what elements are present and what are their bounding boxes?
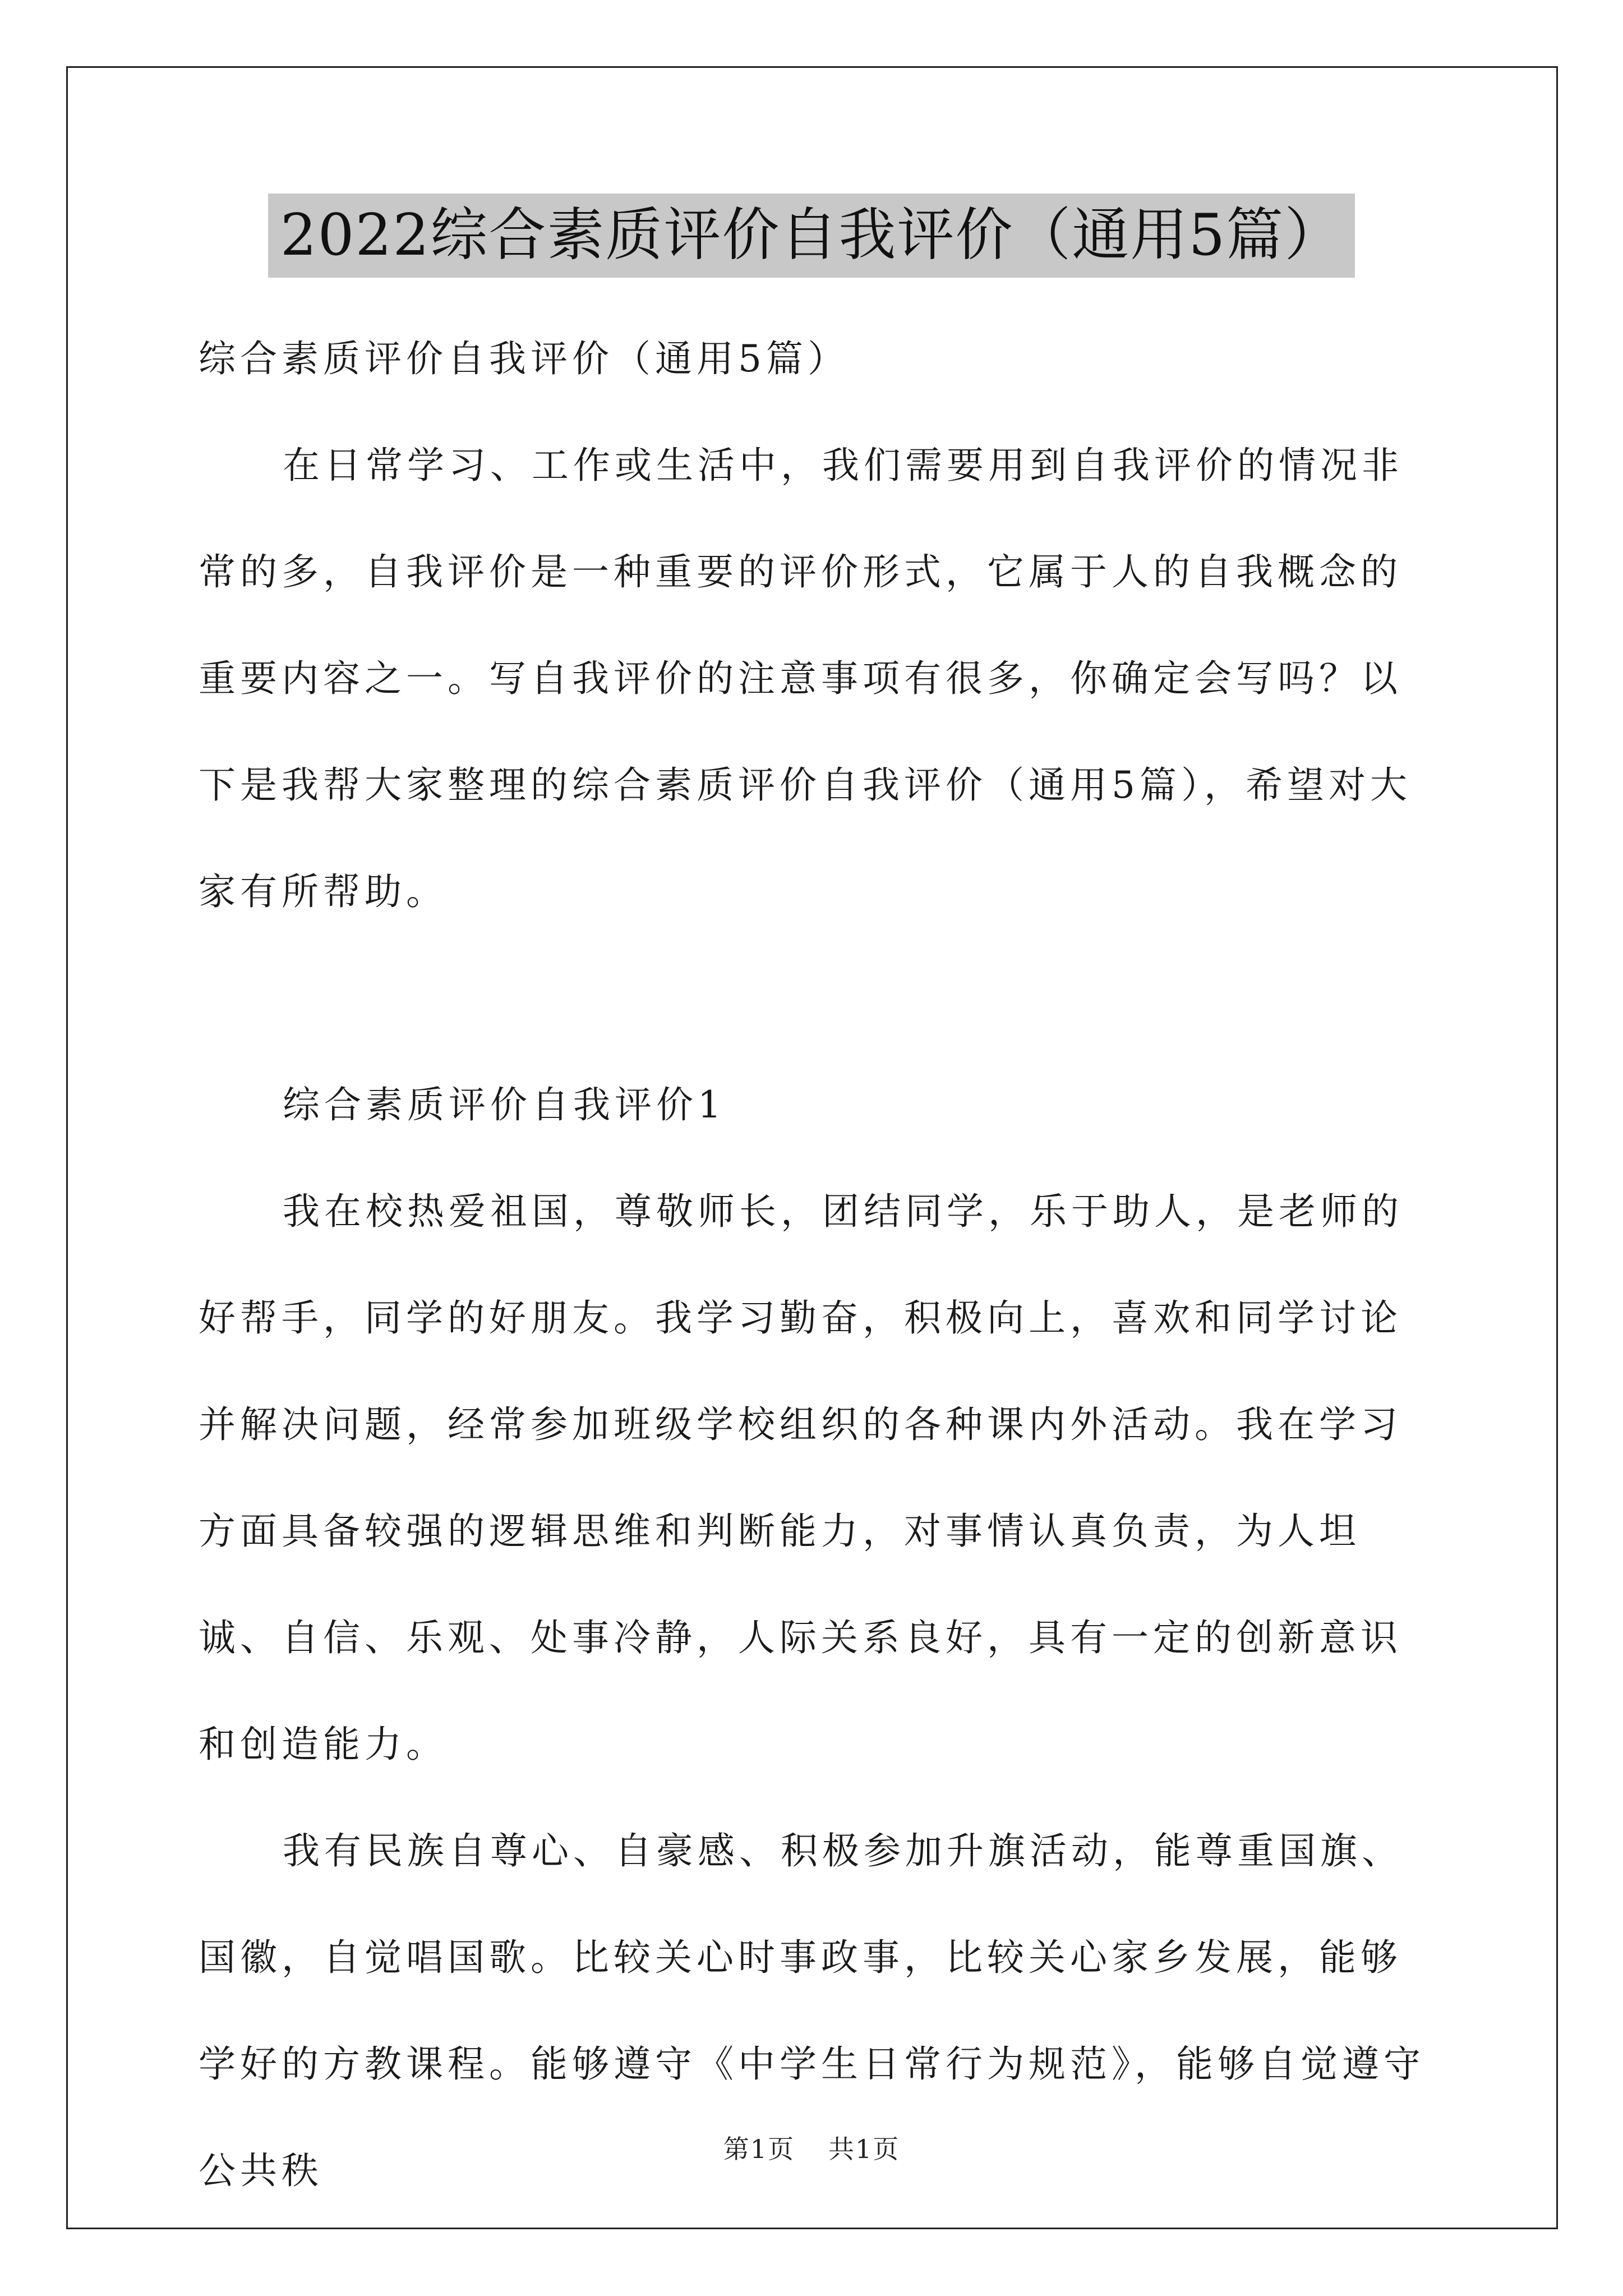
paragraph-spacer xyxy=(199,945,1432,1052)
page-footer xyxy=(0,2129,1623,2166)
intro-paragraph: 在日常学习、工作或生活中，我们需要用到自我评价的情况非常的多，自我评价是一种重要的评价形式，它属于人的自我概念的重要内容之一。写自我评价的注意事项有很多，你确定会写吗？以下是我帮大家整理的综合素质评价自我评价（通用5篇），希望对大家有所帮助。 xyxy=(199,444,1412,913)
document-subtitle: 综合素质评价自我评价（通用5篇） xyxy=(199,337,849,380)
section-heading: 综合素质评价自我评价1 xyxy=(283,1083,726,1126)
document-body xyxy=(199,306,1432,2224)
section-paragraph: 我在校热爱祖国，尊敬师长，团结同学，乐于助人，是老师的好帮手，同学的好朋友。我学习勤奋，积极向上，喜欢和同学讨论并解决问题，经常参加班级学校组织的各种课内外活动。我在学习方面具备较强的逻辑思维和判断能力，对事情认真负责，为人坦诚、自信、乐观、处事冷静，人际关系良好，具有一定的创新意识和创造能力。 xyxy=(199,1190,1403,1766)
page-number-total: 共1页 xyxy=(828,2134,900,2164)
page-number-current: 第1页 xyxy=(723,2134,795,2164)
title-container xyxy=(0,194,1623,278)
section-paragraph: 我有民族自尊心、自豪感、积极参加升旗活动，能尊重国旗、国徽，自觉唱国歌。比较关心时事政事，比较关心家乡发展，能够学好的方教课程。能够遵守《中学生日常行为规范》，能够自觉遵守公共秩 xyxy=(199,1829,1425,2192)
document-title: 2022综合素质评价自我评价（通用5篇） xyxy=(268,194,1355,278)
